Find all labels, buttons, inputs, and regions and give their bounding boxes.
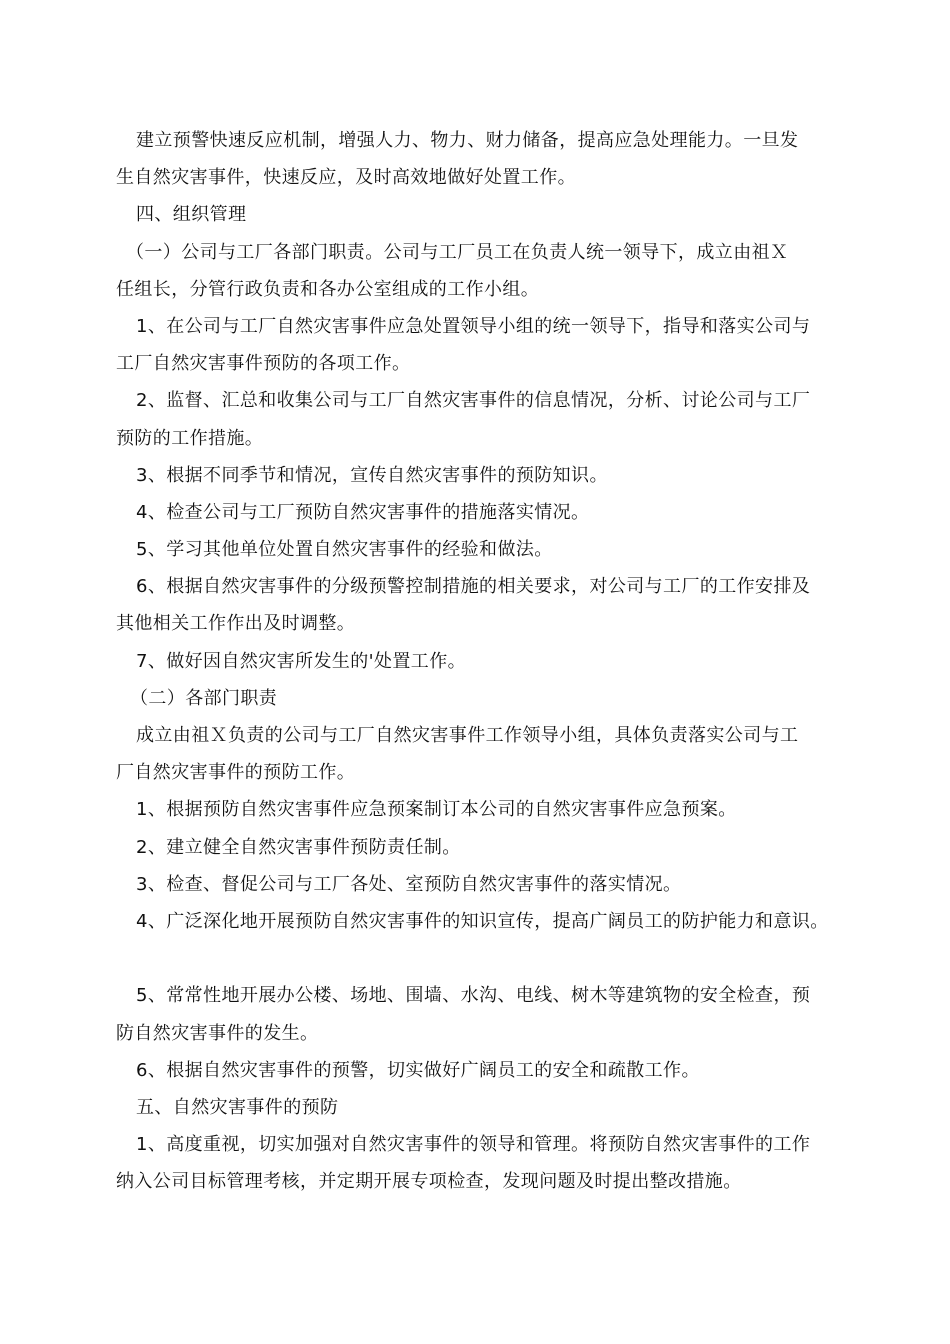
text-line: 建立预警快速反应机制，增强人力、物力、财力储备，提高应急处理能力。一旦发 [136,130,799,151]
text-line: 1、根据预防自然灾害事件应急预案制订本公司的自然灾害事件应急预案。 [136,799,737,821]
list-item [116,866,846,903]
text-line: 1、高度重视，切实加强对自然灾害事件的领导和管理。将预防自然灾害事件的工作 [136,1134,811,1156]
text-line: 5、学习其他单位处置自然灾害事件的经验和做法。 [136,539,553,561]
text-line: 其他相关工作作出及时调整。 [116,613,356,635]
list-item [116,791,846,828]
paragraph-leadership-group [116,717,846,791]
text-line: 4、广泛深化地开展预防自然灾害事件的知识宣传，提高广阔员工的防护能力和意识。 [136,910,829,932]
section-heading: 四、组织管理 [136,204,247,226]
text-line: 6、根据自然灾害事件的分级预警控制措施的相关要求，对公司与工厂的工作安排及 [136,576,811,598]
list-item [116,382,846,456]
list-item [116,531,846,568]
section-heading: 五、自然灾害事件的预防 [136,1096,339,1118]
list-item [116,457,846,494]
text-line: 4、检查公司与工厂预防自然灾害事件的措施落实情况。 [136,501,590,523]
blank-line [116,940,846,977]
text-line: 任组长，分管行政负责和各办公室组成的工作小组。 [116,278,540,300]
text-line: 纳入公司目标管理考核，并定期开展专项检查，发现问题及时提出整改措施。 [116,1171,742,1193]
list-item [116,977,846,1051]
text-line: 生自然灾害事件，快速反应，及时高效地做好处置工作。 [116,167,576,189]
text-line: 5、常常性地开展办公楼、场地、围墙、水沟、电线、树木等建筑物的安全检查，预 [136,985,811,1007]
text-line: 6、根据自然灾害事件的预警，切实做好广阔员工的安全和疏散工作。 [136,1059,700,1081]
paragraph-warning-mechanism [116,122,846,196]
text-line: 3、检查、督促公司与工厂各处、室预防自然灾害事件的落实情况。 [136,873,682,895]
text-line: 3、根据不同季节和情况，宣传自然灾害事件的预防知识。 [136,464,608,486]
list-item [116,1052,846,1089]
text-line: 7、做好因自然灾害所发生的'处置工作。 [136,650,466,672]
list-item [116,829,846,866]
subsection-heading: （二）各部门职责 [130,687,278,709]
text-line: 厂自然灾害事件的预防工作。 [116,762,356,784]
subsection-heading-departments [116,680,846,717]
list-item [116,643,846,680]
text-line: （一）公司与工厂各部门职责。公司与工厂员工在负责人统一领导下，成立由祖Ｘ [126,241,789,263]
text-line: 2、监督、汇总和收集公司与工厂自然灾害事件的信息情况，分析、讨论公司与工厂 [136,390,811,412]
paragraph-department-duties [116,234,846,308]
text-line: 1、在公司与工厂自然灾害事件应急处置领导小组的统一领导下，指导和落实公司与 [136,315,811,337]
section-heading-organization [116,196,846,233]
text-line: 2、建立健全自然灾害事件预防责任制。 [136,836,461,858]
text-line: 成立由祖Ｘ负责的公司与工厂自然灾害事件工作领导小组，具体负责落实公司与工 [136,725,799,746]
list-item [116,494,846,531]
text-line: 工厂自然灾害事件预防的各项工作。 [116,353,411,375]
text-line: 防自然灾害事件的发生。 [116,1022,319,1044]
list-item [116,1126,846,1200]
list-item [116,903,846,977]
list-item [116,568,846,642]
section-heading-prevention [116,1089,846,1126]
list-item [116,308,846,382]
document-body [116,122,846,1200]
text-line: 预防的工作措施。 [116,427,264,449]
